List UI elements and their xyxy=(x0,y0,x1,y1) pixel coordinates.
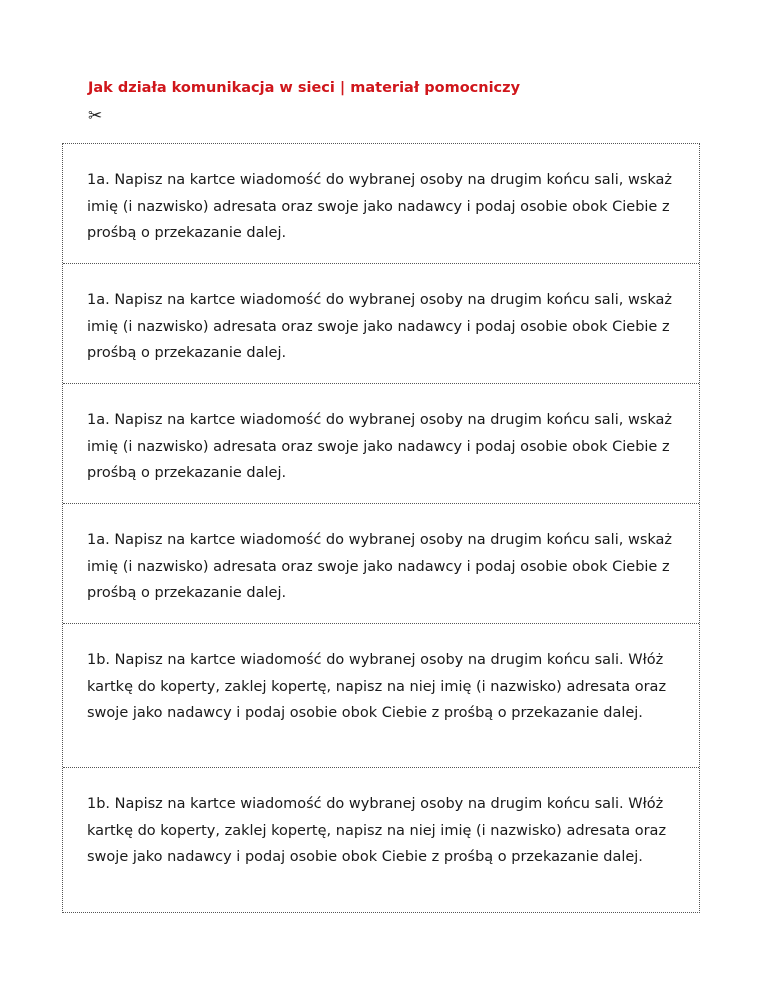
card-1b xyxy=(63,624,699,768)
card-text: 1a. Napisz na kartce wiadomość do wybranej osoby na drugim końcu sali, wskaż imię (i nazwisko) adresata oraz swoje jako nadawcy i podaj osobie obok Ciebie z prośbą o przekazanie dalej. xyxy=(87,172,673,241)
card-1a xyxy=(63,264,699,384)
card-1b xyxy=(63,768,699,912)
card-text: 1a. Napisz na kartce wiadomość do wybranej osoby na drugim końcu sali, wskaż imię (i nazwisko) adresata oraz swoje jako nadawcy i podaj osobie obok Ciebie z prośbą o przekazanie dalej. xyxy=(87,532,673,601)
card-text: 1a. Napisz na kartce wiadomość do wybranej osoby na drugim końcu sali, wskaż imię (i nazwisko) adresata oraz swoje jako nadawcy i podaj osobie obok Ciebie z prośbą o przekazanie dalej. xyxy=(87,292,673,361)
card-text: 1b. Napisz na kartce wiadomość do wybranej osoby na drugim końcu sali. Włóż kartkę do koperty, zaklej kopertę, napisz na niej imię (i nazwisko) adresata oraz swoje jako nadawcy i podaj osobie obok Ciebie z prośbą o przekazanie dalej. xyxy=(87,796,667,865)
card-1a xyxy=(63,504,699,624)
card-1a xyxy=(63,144,699,264)
scissors-icon: ✂ xyxy=(88,106,103,126)
page-title: Jak działa komunikacja w sieci | materiał pomocniczy xyxy=(88,80,521,96)
cut-out-cards xyxy=(62,143,700,913)
card-1a xyxy=(63,384,699,504)
card-text: 1b. Napisz na kartce wiadomość do wybranej osoby na drugim końcu sali. Włóż kartkę do koperty, zaklej kopertę, napisz na niej imię (i nazwisko) adresata oraz swoje jako nadawcy i podaj osobie obok Ciebie z prośbą o przekazanie dalej. xyxy=(87,652,667,721)
card-text: 1a. Napisz na kartce wiadomość do wybranej osoby na drugim końcu sali, wskaż imię (i nazwisko) adresata oraz swoje jako nadawcy i podaj osobie obok Ciebie z prośbą o przekazanie dalej. xyxy=(87,412,673,481)
